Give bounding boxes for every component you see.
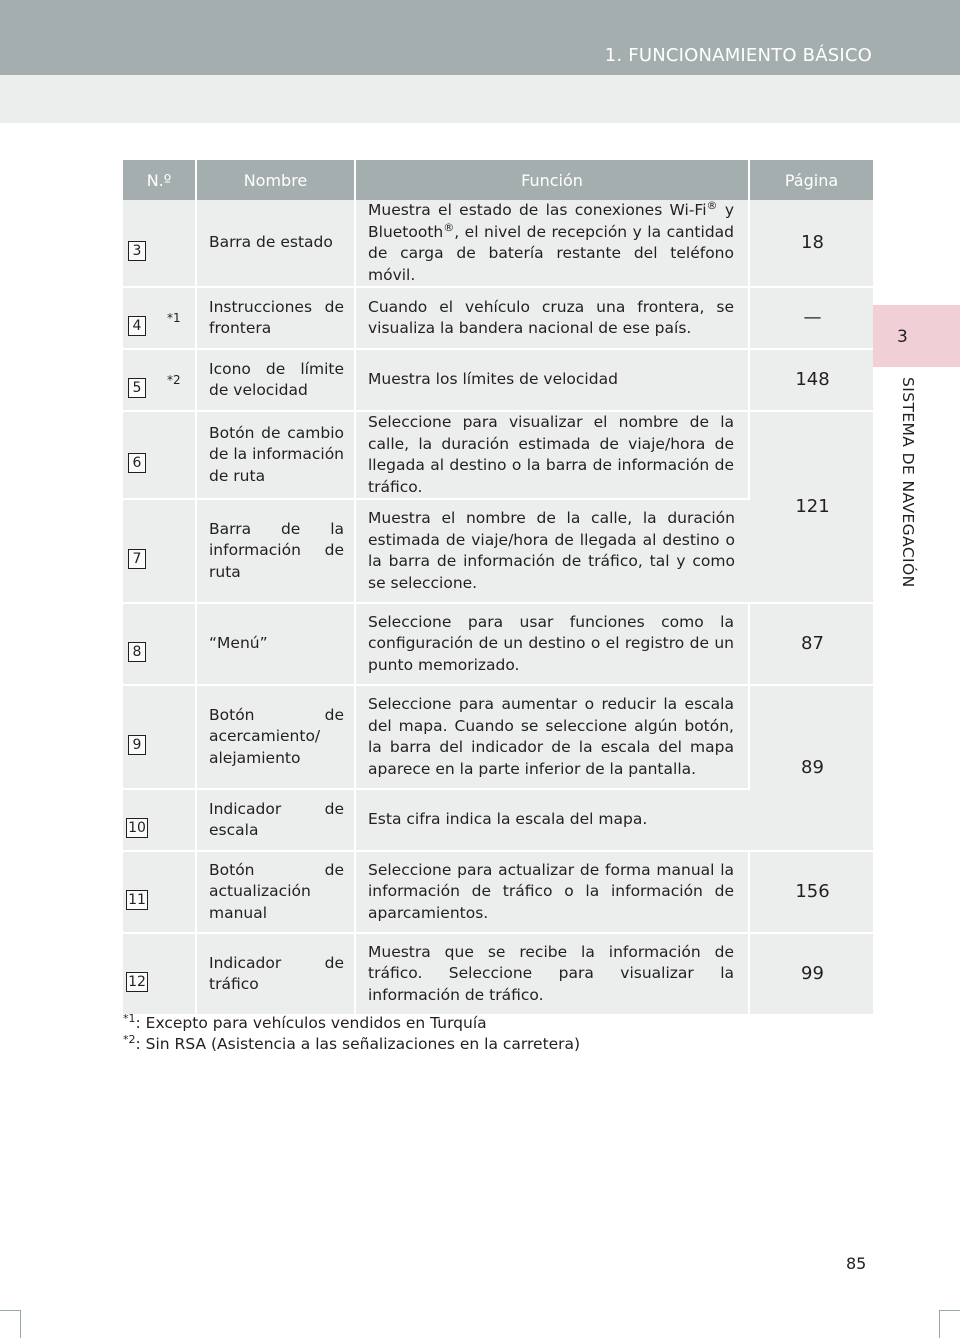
row-number-cell [123, 287, 196, 349]
row-number-cell [123, 685, 196, 789]
chapter-label: SISTEMA DE NAVEGACIÓN [899, 377, 917, 588]
row-name: Botón de acercamiento/ alejamiento [196, 685, 355, 789]
row-function: Cuando el vehículo cruza una frontera, se visualiza la bandera nacional de ese país. [355, 287, 749, 349]
row-page: — [749, 287, 873, 349]
header-name: Nombre [196, 160, 355, 200]
footnote-1 [123, 1013, 580, 1034]
table-row [123, 349, 873, 411]
crop-mark [20, 1310, 21, 1338]
row-function: Muestra que se recibe la información de tráfico. Seleccione para visualizar la información de tráfico. [355, 933, 749, 1015]
row-page: 87 [749, 603, 873, 685]
row-function [355, 200, 749, 287]
row-function: Seleccione para aumentar o reducir la escala del mapa. Cuando se seleccione algún botón, la barra del indicador de la escala del mapa aparece en la parte inferior de la pantalla. [355, 685, 749, 789]
row-page: 121 [749, 411, 873, 603]
number-badge: 12 [126, 972, 148, 992]
number-badge: 4 [128, 316, 146, 336]
footnote-mark: *1 [123, 1011, 136, 1025]
row-number-cell [123, 499, 196, 603]
row-number-cell [123, 603, 196, 685]
row-name: Indicador de escala [196, 789, 355, 851]
header-subband [0, 75, 960, 123]
function-text: , el nivel de recepción y la cantidad de carga de batería restante del teléfono móvil. [368, 222, 734, 284]
row-page: 89 [749, 685, 873, 851]
table-row [123, 685, 873, 789]
footnote-mark: *2 [123, 1032, 136, 1046]
table-header-row [123, 160, 873, 200]
registered-mark: ® [706, 198, 718, 212]
row-name: Botón de cambio de la información de ruta [196, 411, 355, 499]
section-title: 1. FUNCIONAMIENTO BÁSICO [604, 45, 872, 66]
footnote-mark: *2 [167, 373, 181, 387]
row-page: 148 [749, 349, 873, 411]
footnote-mark: *1 [167, 311, 181, 325]
row-function: Esta cifra indica la escala del mapa. [355, 789, 749, 851]
footnote-2 [123, 1034, 580, 1055]
number-badge: 10 [126, 818, 148, 838]
row-name: Instrucciones de frontera [196, 287, 355, 349]
crop-mark [940, 1310, 960, 1311]
chapter-number: 3 [897, 327, 908, 347]
row-name: Botón de actualización manual [196, 851, 355, 933]
row-name: Barra de estado [196, 200, 355, 287]
row-number-cell [123, 851, 196, 933]
table-row [123, 933, 873, 1015]
table-row [123, 200, 873, 287]
number-badge: 5 [128, 378, 146, 398]
chapter-label-container [893, 377, 917, 617]
row-page: 18 [749, 200, 873, 287]
page-number: 85 [846, 1254, 867, 1273]
number-badge: 7 [128, 549, 146, 569]
header-function: Función [355, 160, 749, 200]
table-row [123, 411, 873, 499]
chapter-tab [873, 305, 960, 367]
function-text: Muestra el estado de las conexiones Wi-Fi [368, 201, 707, 219]
row-function: Muestra los límites de velocidad [355, 349, 749, 411]
header-page: Página [749, 160, 873, 200]
footnotes [123, 1013, 580, 1055]
number-badge: 3 [128, 241, 146, 261]
row-number-cell [123, 411, 196, 499]
footnote-text: : Excepto para vehículos vendidos en Turquía [135, 1014, 487, 1032]
number-badge: 6 [128, 453, 146, 473]
row-name: Indicador de tráfico [196, 933, 355, 1015]
row-page: 99 [749, 933, 873, 1015]
row-number-cell [123, 789, 196, 851]
number-badge: 9 [128, 735, 146, 755]
function-text: y Bluetooth [368, 201, 734, 241]
function-table [123, 160, 873, 1016]
row-number-cell [123, 933, 196, 1015]
row-name: “Menú” [196, 603, 355, 685]
crop-mark [939, 1310, 940, 1338]
crop-mark [0, 1310, 20, 1311]
row-function: Seleccione para usar funciones como la configuración de un destino o el registro de un punto memorizado. [355, 603, 749, 685]
row-function: Muestra el nombre de la calle, la duración estimada de viaje/hora de llegada al destino o la barra de información de tráfico, tal y como se seleccione. [355, 499, 749, 603]
table-row [123, 287, 873, 349]
row-function: Seleccione para visualizar el nombre de la calle, la duración estimada de viaje/hora de llegada al destino o la barra de información de tráfico. [355, 411, 749, 499]
row-function: Seleccione para actualizar de forma manual la información de tráfico o la información de aparcamientos. [355, 851, 749, 933]
number-badge: 11 [126, 890, 148, 910]
row-name: Barra de la información de ruta [196, 499, 355, 603]
row-page: 156 [749, 851, 873, 933]
row-number-cell [123, 349, 196, 411]
number-badge: 8 [128, 642, 146, 662]
registered-mark: ® [443, 220, 455, 234]
footnote-text: : Sin RSA (Asistencia a las señalizaciones en la carretera) [135, 1035, 581, 1053]
table-row [123, 603, 873, 685]
table-row [123, 851, 873, 933]
row-number-cell [123, 200, 196, 287]
row-name: Icono de límite de velocidad [196, 349, 355, 411]
header-num: N.º [123, 160, 196, 200]
